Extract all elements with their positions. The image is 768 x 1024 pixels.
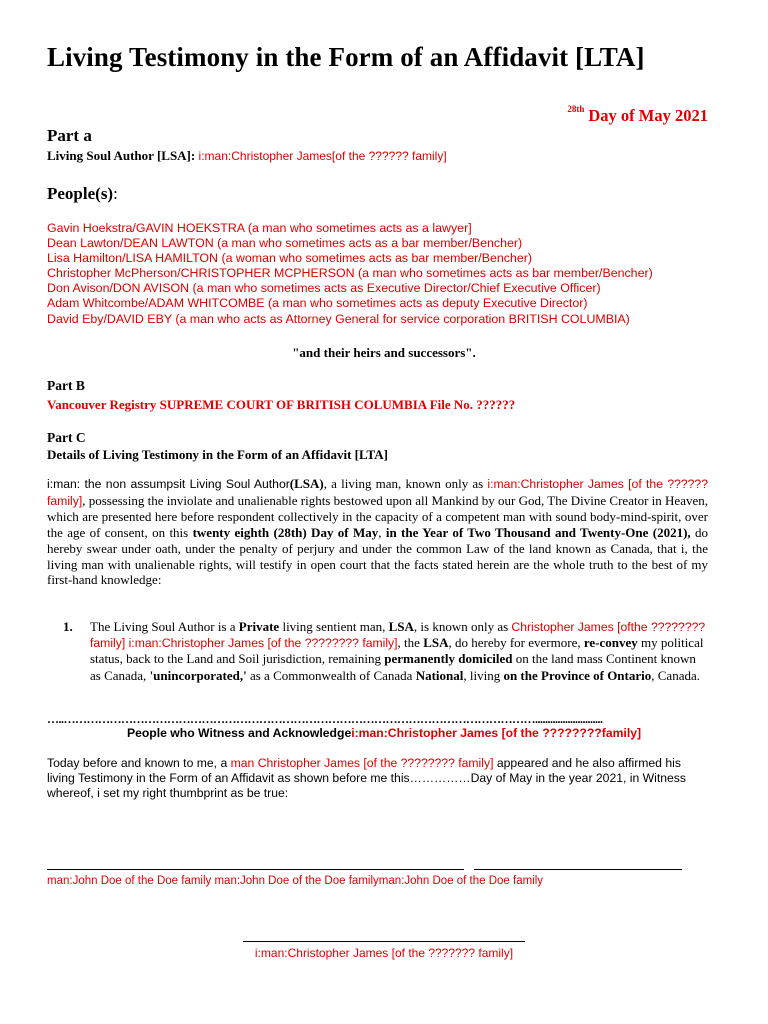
today-seg: Today before and known to me, a <box>47 756 231 770</box>
para-seg-name: i:man:Christopher James [of the ??????family] <box>47 477 708 508</box>
item-seg-bold: LSA <box>388 619 414 634</box>
details-heading: Details of Living Testimony in the Form of an Affidavit [LTA] <box>47 447 388 462</box>
testimony-paragraph <box>47 476 708 588</box>
list-item: Christopher McPherson/CHRISTOPHER MCPHERSON (a man who sometimes acts as bar member/Bencher) <box>47 266 653 281</box>
item-seg: The Living Soul Author is a <box>90 619 239 634</box>
lsa-value: i:man:Christopher James[of the ?????? family] <box>195 149 447 163</box>
people-list <box>47 221 653 327</box>
item-seg: , the <box>397 635 424 651</box>
part-b-heading: Part B <box>47 378 85 393</box>
para-seg-bold: twenty eighth (28th) Day of May <box>192 525 379 541</box>
item-seg: as a Commonwealth of Canada <box>246 667 416 683</box>
para-seg: , possessing the inviolate and unalienable rights bestowed upon all Mankind by our God, The Divine Creator in Heaven, which are presented here before respondent collectively in the capacity of a competent man with sound body-mind-spirit, over the age of consent, on this <box>47 492 708 541</box>
list-item: Lisa Hamilton/LISA HAMILTON (a woman who sometimes acts as bar member/Bencher) <box>47 251 533 266</box>
list-item: Gavin Hoekstra/GAVIN HOEKSTRA (a man who sometimes acts as a lawyer] <box>47 221 472 235</box>
signature-line <box>243 941 525 942</box>
item-seg-bold: 'unincorporated,' <box>149 667 247 683</box>
heirs-line: "and their heirs and successors". <box>292 345 476 360</box>
signature-line <box>47 869 464 870</box>
item-seg-bold: Private <box>238 619 280 634</box>
lsa-line <box>47 148 447 164</box>
signature-line <box>474 869 682 870</box>
lsa-label: Living Soul Author [LSA]: <box>47 148 196 163</box>
item-seg-bold: re-convey <box>583 635 638 651</box>
list-item: Don Avison/DON AVISON (a man who sometimes acts as Executive Director/Chief Executive Officer) <box>47 281 601 296</box>
people-heading <box>47 184 118 204</box>
para-seg: , <box>378 525 386 541</box>
item-seg-bold: LSA <box>423 635 449 651</box>
para-seg: , a living man, known only as <box>323 476 488 491</box>
item-number: 1. <box>63 619 73 634</box>
para-seg-bold: (LSA) <box>289 476 324 491</box>
witness-statement <box>47 756 712 800</box>
item-seg: , do hereby for evermore, <box>448 635 584 651</box>
item-seg: , is known only as <box>413 619 512 634</box>
witness-heading <box>0 726 768 740</box>
part-c-heading: Part C <box>47 430 86 445</box>
witness-heading-text: People who Witness and Acknowledge <box>126 726 352 740</box>
para-seg-bold: in the Year of Two Thousand and Twenty-One (2021), <box>385 525 691 541</box>
today-seg-name: man Christopher James [of the ???????? family] <box>230 756 494 770</box>
witness-signers: man:John Doe of the Doe family man:John Doe of the Doe familyman:John Doe of the Doe family <box>47 875 544 887</box>
people-heading-colon: : <box>113 184 118 203</box>
item-seg-bold: permanently domiciled <box>384 651 513 667</box>
author-signature-name: i:man:Christopher James [of the ??????? family] <box>254 946 514 960</box>
registry-line: Vancouver Registry SUPREME COURT OF BRITISH COLUMBIA File No. ?????? <box>47 397 516 412</box>
date-text: Day of May 2021 <box>588 106 708 125</box>
list-item: Adam Whitcombe/ADAM WHITCOMBE (a man who sometimes acts as deputy Executive Director) <box>47 296 588 311</box>
item-seg-bold: National <box>415 667 464 683</box>
item-seg: my political status, back to the Land and Soil jurisdiction, remaining <box>90 635 704 667</box>
date-day-superscript: 28th <box>567 104 585 114</box>
document-title: Living Testimony in the Form of an Affidavit [LTA] <box>47 42 645 72</box>
dotted-separator: …..……………………………………………………………………………………………………………........................... <box>47 712 603 726</box>
list-item: David Eby/DAVID EBY (a man who acts as Attorney General for service corporation BRITISH COLUMBIA) <box>47 311 630 326</box>
item-seg: on the land mass Continent known as Canada, <box>90 651 696 683</box>
item-seg-name: Christopher James [ofthe ???????? family] i:man:Christopher James [of the ???????? family] <box>90 620 706 651</box>
item-1-text <box>90 619 708 684</box>
list-item: Dean Lawton/DEAN LAWTON (a man who sometimes acts as a bar member/Bencher) <box>47 236 523 251</box>
item-seg-bold: on the Province of Ontario <box>503 667 652 683</box>
people-heading-suffix: (s) <box>95 184 114 203</box>
item-seg: , Canada. <box>651 667 700 683</box>
para-seg: i:man: the non assumpsit Living Soul Author <box>47 477 290 491</box>
part-a-heading: Part a <box>47 126 92 145</box>
witness-heading-name: i:man:Christopher James [of the ????????family] <box>351 726 642 740</box>
para-seg: do hereby swear under oath, under the penalty of perjury and under the common Law of the land known as Canada, that i, the living man with unalienable rights, will testify in open court that the facts stated herein are the whole truth to the best of my first-hand knowledge: <box>47 525 709 588</box>
today-seg: appeared and he also affirmed his living Testimony in the Form of an Affidavit as shown before me this……………Day of May in the year 2021, in Witness whereof, i set my right thumbprint as be true: <box>47 756 686 800</box>
item-seg: , living <box>463 667 504 683</box>
item-seg: living sentient man, <box>279 619 389 634</box>
people-heading-text: People <box>47 184 96 203</box>
document-date <box>567 104 708 126</box>
